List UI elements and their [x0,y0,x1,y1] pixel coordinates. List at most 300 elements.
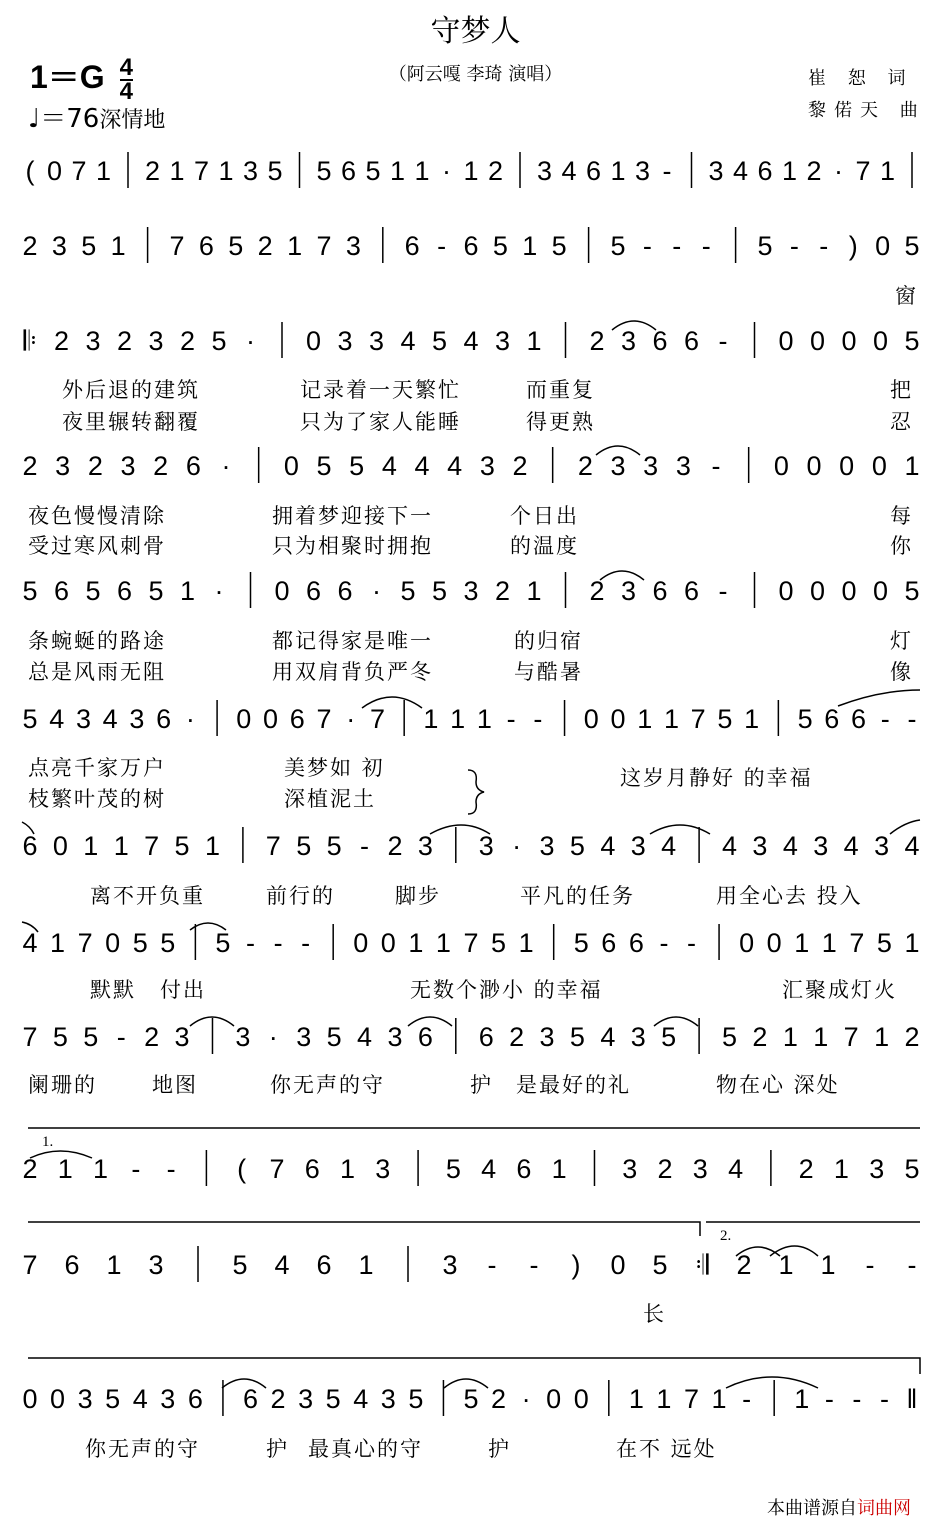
note-token: 3 [630,831,646,861]
note-token: 1 [389,156,406,186]
note-token: 6 [585,156,602,186]
note-token: 3 [120,451,136,481]
note-token: 5 [797,704,813,734]
note-token: 5 [148,576,164,606]
note-token: 0 [380,928,396,958]
note-token: 3 [77,1384,93,1414]
note-token: 4 [732,156,749,186]
note-token: 4 [447,451,463,481]
note-token: 5 [573,928,589,958]
note-token: - [437,231,447,261]
lyric-line: 护 [470,1073,493,1097]
note-token: 1 [781,156,798,186]
lyric-line: 把 [890,378,913,402]
note-token: 5 [904,326,920,356]
note-token: 𝄇 [695,1250,709,1280]
note-token: 1 [874,1022,890,1052]
time-numerator: 4 [119,53,133,81]
note-token: 3 [345,231,361,261]
note-token: 5 [326,1022,342,1052]
lyric-line: 在不 远处 [616,1437,717,1461]
note-token: 0 [778,576,794,606]
note-token: 6 [22,831,38,861]
note-token: 5 [491,928,507,958]
note-token: 2 [22,231,38,261]
note-token: 4 [132,1384,148,1414]
note-token: 5 [105,1384,121,1414]
note-token: 3 [620,576,637,606]
lyric-line: 而重复 [526,378,595,402]
note-token: 1 [450,704,466,734]
lyric-line: 这岁月静好 的幸福 [620,766,813,790]
note-token: 2 [806,156,822,186]
note-token: 3 [375,1154,391,1184]
note-token: 1 [423,704,439,734]
note-token: 6 [478,1022,494,1052]
verse-brace [468,770,484,814]
lyricist-credit: 崔 恕 词 [808,68,914,89]
note-token: 2 [657,1154,673,1184]
note-token: 6 [305,576,322,606]
lyric-line: 阑珊的 [28,1073,97,1097]
note-token: 3 [55,451,71,481]
note-token: 2 [179,326,196,356]
note-token: 3 [752,831,768,861]
lyric-line: 长 [643,1302,666,1326]
note-token: 0 [263,704,279,734]
note-token: 1 [414,156,430,186]
note-token: 3 [539,831,555,861]
note-token: 2 [509,1022,525,1052]
note-token: - [506,704,516,734]
note-token: 1 [778,1250,794,1280]
note-token: 2 [116,326,133,356]
note-token: 1 [57,1154,73,1184]
note-token: 1 [904,451,920,481]
note-token: - [907,1250,917,1280]
note-token: 3 [479,451,495,481]
note-token: - [529,1250,539,1280]
note-token: 3 [675,451,691,481]
lyric-line: 只为了家人能睡 [300,410,461,434]
note-token: 5 [316,156,332,186]
note-token: 1 [637,704,653,734]
lyric-line: 枝繁叶茂的树 [28,787,166,811]
notation-row [26,152,913,188]
note-token: 7 [843,1022,859,1052]
note-token: 3 [235,1022,251,1052]
note-token: 1 [551,1154,567,1184]
note-token: · [346,704,356,734]
note-token: 3 [242,156,259,186]
note-token: 5 [228,231,244,261]
lyric-line: 平凡的任务 [520,884,635,908]
lyric-line: 都记得家是唯一 [272,629,433,653]
lyric-line: 记录着一天繁忙 [300,378,461,402]
note-token: 0 [610,1250,626,1280]
lyric-line: 物在心 深处 [716,1073,840,1097]
note-token: 0 [305,326,322,356]
note-token: 2 [577,451,593,481]
notation-row [22,1246,916,1282]
note-token: 1 [904,928,920,958]
note-token: 7 [690,704,706,734]
note-token: 5 [316,451,332,481]
note-token: 2 [87,451,103,481]
footer-site-link[interactable]: 词曲网 [857,1498,911,1519]
note-token: 2 [491,1384,507,1414]
note-token: 2 [736,1250,752,1280]
note-token: - [789,231,799,261]
note-token: 1 [879,156,896,186]
note-token: 0 [583,704,599,734]
note-token: 4 [400,326,416,356]
note-token: 6 [337,576,353,606]
note-token: 0 [841,326,857,356]
volta-2-end [28,1358,920,1374]
note-token: 2 [752,1022,768,1052]
note-token: 5 [431,576,448,606]
note-token: 4 [561,156,577,186]
note-token: 3 [478,831,494,861]
note-token: 4 [414,451,430,481]
note-token: 0 [610,704,626,734]
note-token: 5 [22,576,38,606]
notation-row [22,924,919,960]
note-token: 3 [387,1022,403,1052]
note-token: 0 [841,576,857,606]
lyric-line: 条蜿蜒的路途 [28,629,166,653]
lyric-line: 总是风雨无阻 [28,660,166,684]
notation-row [22,1380,917,1416]
note-token: 6 [652,326,668,356]
note-token: 4 [357,1022,373,1052]
note-token: 5 [232,1250,248,1280]
note-token: 5 [492,231,508,261]
note-token: 1 [833,1154,849,1184]
note-token: 1 [526,576,542,606]
note-token: ‖ [906,1384,918,1414]
lyric-line: 只为相聚时拥抱 [272,534,433,558]
note-token: - [672,231,682,261]
note-token: 6 [316,1250,332,1280]
note-token: 0 [809,326,826,356]
note-token: - [487,1250,497,1280]
note-token: - [711,451,721,481]
note-token: 2 [487,156,504,186]
note-token: · [246,326,255,356]
note-token: 5 [132,928,148,958]
note-token: 0 [872,576,889,606]
note-token: 3 [869,1154,885,1184]
note-token: 5 [904,576,920,606]
note-token: 6 [156,704,172,734]
note-token: 1 [204,831,220,861]
note-token: 3 [160,1384,176,1414]
note-token: 0 [875,231,891,261]
note-token: - [718,326,728,356]
note-token: 0 [353,928,369,958]
note-token: 5 [267,156,283,186]
lyric-line: 护 [488,1437,511,1461]
lyric-line: 灯 [890,629,913,653]
note-token: 0 [105,928,121,958]
note-token: 7 [77,928,93,958]
note-token: - [718,576,728,606]
note-token: 1 [526,326,542,356]
note-token: 5 [722,1022,738,1052]
note-token: 3 [622,1154,638,1184]
note-token: - [166,1154,176,1184]
lyric-line: 汇聚成灯火 [782,978,897,1002]
note-token: 0 [871,451,887,481]
lyric-line: 点亮千家万户 [28,756,166,780]
notation-row [22,1150,919,1186]
note-token: 0 [546,1384,562,1414]
note-token: 4 [728,1154,744,1184]
note-token: 6 [187,1384,203,1414]
note-token: 0 [283,451,299,481]
note-token: - [360,831,370,861]
note-token: 5 [757,231,773,261]
lyric-line: 付出 [160,978,206,1002]
note-token: 7 [316,231,332,261]
note-token: 3 [129,704,145,734]
note-token: 5 [349,451,365,481]
note-token: 4 [102,704,118,734]
lyric-line: 无数个渺小 的幸福 [410,978,603,1002]
note-token: 6 [116,576,133,606]
lyric-line: 最真心的守 [308,1437,423,1461]
lyric-line: 夜色慢慢清除 [28,504,166,528]
note-token: 3 [634,156,651,186]
lyric-line: 拥着梦迎接下一 [272,504,433,528]
note-token: 3 [148,326,164,356]
note-token: 3 [874,831,890,861]
note-token: 3 [51,231,67,261]
note-token: 1 [794,1384,810,1414]
note-token: 2 [904,1022,920,1052]
notation-row [22,1018,919,1054]
note-token: 2 [144,1022,160,1052]
note-token: 2 [144,156,161,186]
note-token: - [819,231,829,261]
note-token: 0 [872,326,889,356]
note-token: 3 [630,1022,646,1052]
note-token: 6 [417,1022,433,1052]
footer-prefix: 本曲谱源自 [767,1498,857,1519]
note-token: 5 [400,576,416,606]
volta-2-label: 2. [720,1228,732,1244]
note-token: 7 [316,704,332,734]
note-token: 6 [851,704,867,734]
note-token: 1 [813,1022,829,1052]
lyric-line: 你 [890,534,913,558]
note-token: 4 [463,326,479,356]
note-token: 1 [106,1250,122,1280]
note-token: 3 [610,451,626,481]
note-token: 5 [569,1022,585,1052]
note-token: 0 [773,451,789,481]
note-token: 1 [93,1154,109,1184]
note-token: 5 [904,1154,920,1184]
lyric-line: 的归宿 [514,629,583,653]
note-token: 5 [569,831,585,861]
lyric-line: 夜里辗转翻覆 [62,410,200,434]
note-token: 5 [904,231,920,261]
lyric-line: 美梦如 初 [284,756,385,780]
note-token: - [116,1022,126,1052]
note-token: 5 [83,1022,99,1052]
lyric-line: 默默 [90,978,136,1002]
note-token: 0 [778,326,794,356]
note-token: 5 [717,704,733,734]
lyric-line: 你无声的守 [270,1073,385,1097]
note-token: - [742,1384,752,1414]
notation-row [23,322,919,358]
note-token: - [824,1384,834,1414]
note-token: 1 [656,1384,672,1414]
note-token: 1 [340,1154,356,1184]
note-token: 7 [855,156,871,186]
time-denominator: 4 [119,77,133,105]
note-token: - [301,928,311,958]
note-token: 4 [22,928,38,958]
note-token: 3 [85,326,101,356]
note-token: 0 [766,928,782,958]
note-token: ( [237,1154,247,1184]
note-token: ) [571,1250,581,1280]
note-token: 4 [782,831,798,861]
note-token: 2 [270,1384,286,1414]
note-token: 1 [83,831,99,861]
note-token: - [701,231,711,261]
note-token: 2 [798,1154,814,1184]
lyric-line: 离不开负重 [90,884,205,908]
note-token: 3 [813,831,829,861]
note-token: 5 [52,1022,68,1052]
note-token: 6 [289,704,305,734]
note-token: - [246,928,255,958]
note-token: 1 [628,1384,644,1414]
note-token: 5 [22,704,38,734]
note-token: - [642,231,652,261]
note-token: 7 [169,231,185,261]
note-token: 6 [53,576,70,606]
composer-credit: 黎偌天 曲 [808,100,926,121]
note-token: 6 [463,231,479,261]
note-token: 5 [463,1384,479,1414]
note-token: 1 [663,704,679,734]
note-token: 3 [494,326,511,356]
note-token: 1 [110,231,126,261]
note-token: 3 [536,156,553,186]
note-token: 5 [876,928,892,958]
lyric-line: 的温度 [510,534,579,558]
note-token: 2 [153,451,169,481]
quarter-note-icon: ♩ [28,104,41,134]
note-token: 3 [463,576,479,606]
note-token: 6 [304,1154,320,1184]
note-token: 6 [242,1384,259,1414]
note-token: 0 [806,451,822,481]
note-token: - [533,704,543,734]
note-token: 6 [683,576,700,606]
note-token: 6 [198,231,214,261]
notation-row [22,572,919,608]
note-token: 4 [661,831,677,861]
note-token: 3 [643,451,659,481]
note-token: ) [848,231,858,261]
note-token: 2 [22,1154,38,1184]
note-token: - [865,1250,875,1280]
note-token: 6 [601,928,617,958]
note-token: 7 [849,928,865,958]
note-token: 1 [218,156,234,186]
lyric-line: 地图 [152,1073,198,1097]
note-token: 6 [340,156,357,186]
note-token: 5 [610,231,626,261]
note-token: 3 [148,1250,164,1280]
note-token: 5 [652,1250,668,1280]
note-token: 7 [369,704,385,734]
note-token: ( [25,156,35,186]
performers: （阿云嘎 李琦 演唱） [388,64,563,85]
note-token: 3 [337,326,353,356]
note-token: 6 [824,704,840,734]
note-token: 1 [463,156,479,186]
note-token: 4 [722,831,738,861]
note-token: 7 [193,156,210,186]
note-token: 2 [589,576,605,606]
lyric-line: 深植泥土 [284,787,376,811]
note-token: · [834,156,843,186]
note-token: 6 [185,451,201,481]
note-token: 7 [463,928,479,958]
note-token: 2 [512,451,528,481]
note-token: 3 [417,831,433,861]
note-token: 3 [539,1022,555,1052]
note-token: 0 [739,928,755,958]
notation-row [22,227,919,263]
note-token: 1 [744,704,760,734]
note-token: 5 [445,1154,461,1184]
volta-1-end [28,1222,700,1236]
note-token: 1 [435,928,451,958]
note-token: - [879,1384,889,1414]
note-token: - [659,928,669,958]
lyric-line: 忍 [890,410,913,434]
note-token: 6 [64,1250,80,1280]
note-token: 3 [620,326,637,356]
note-token: 1 [113,831,129,861]
note-token: 0 [50,1384,66,1414]
note-token: 3 [298,1384,314,1414]
note-token: 5 [211,326,227,356]
note-token: 5 [174,831,190,861]
note-token: 1 [522,231,538,261]
note-token: 7 [71,156,87,186]
note-token: 5 [296,831,312,861]
note-token: 3 [380,1384,396,1414]
note-token: - [880,704,890,734]
note-token: 4 [904,831,920,861]
note-token: 4 [353,1384,369,1414]
note-token: · [442,156,451,186]
lyric-line: 是最好的礼 [516,1073,631,1097]
note-token: 3 [442,1250,458,1280]
note-token: 1 [476,704,492,734]
